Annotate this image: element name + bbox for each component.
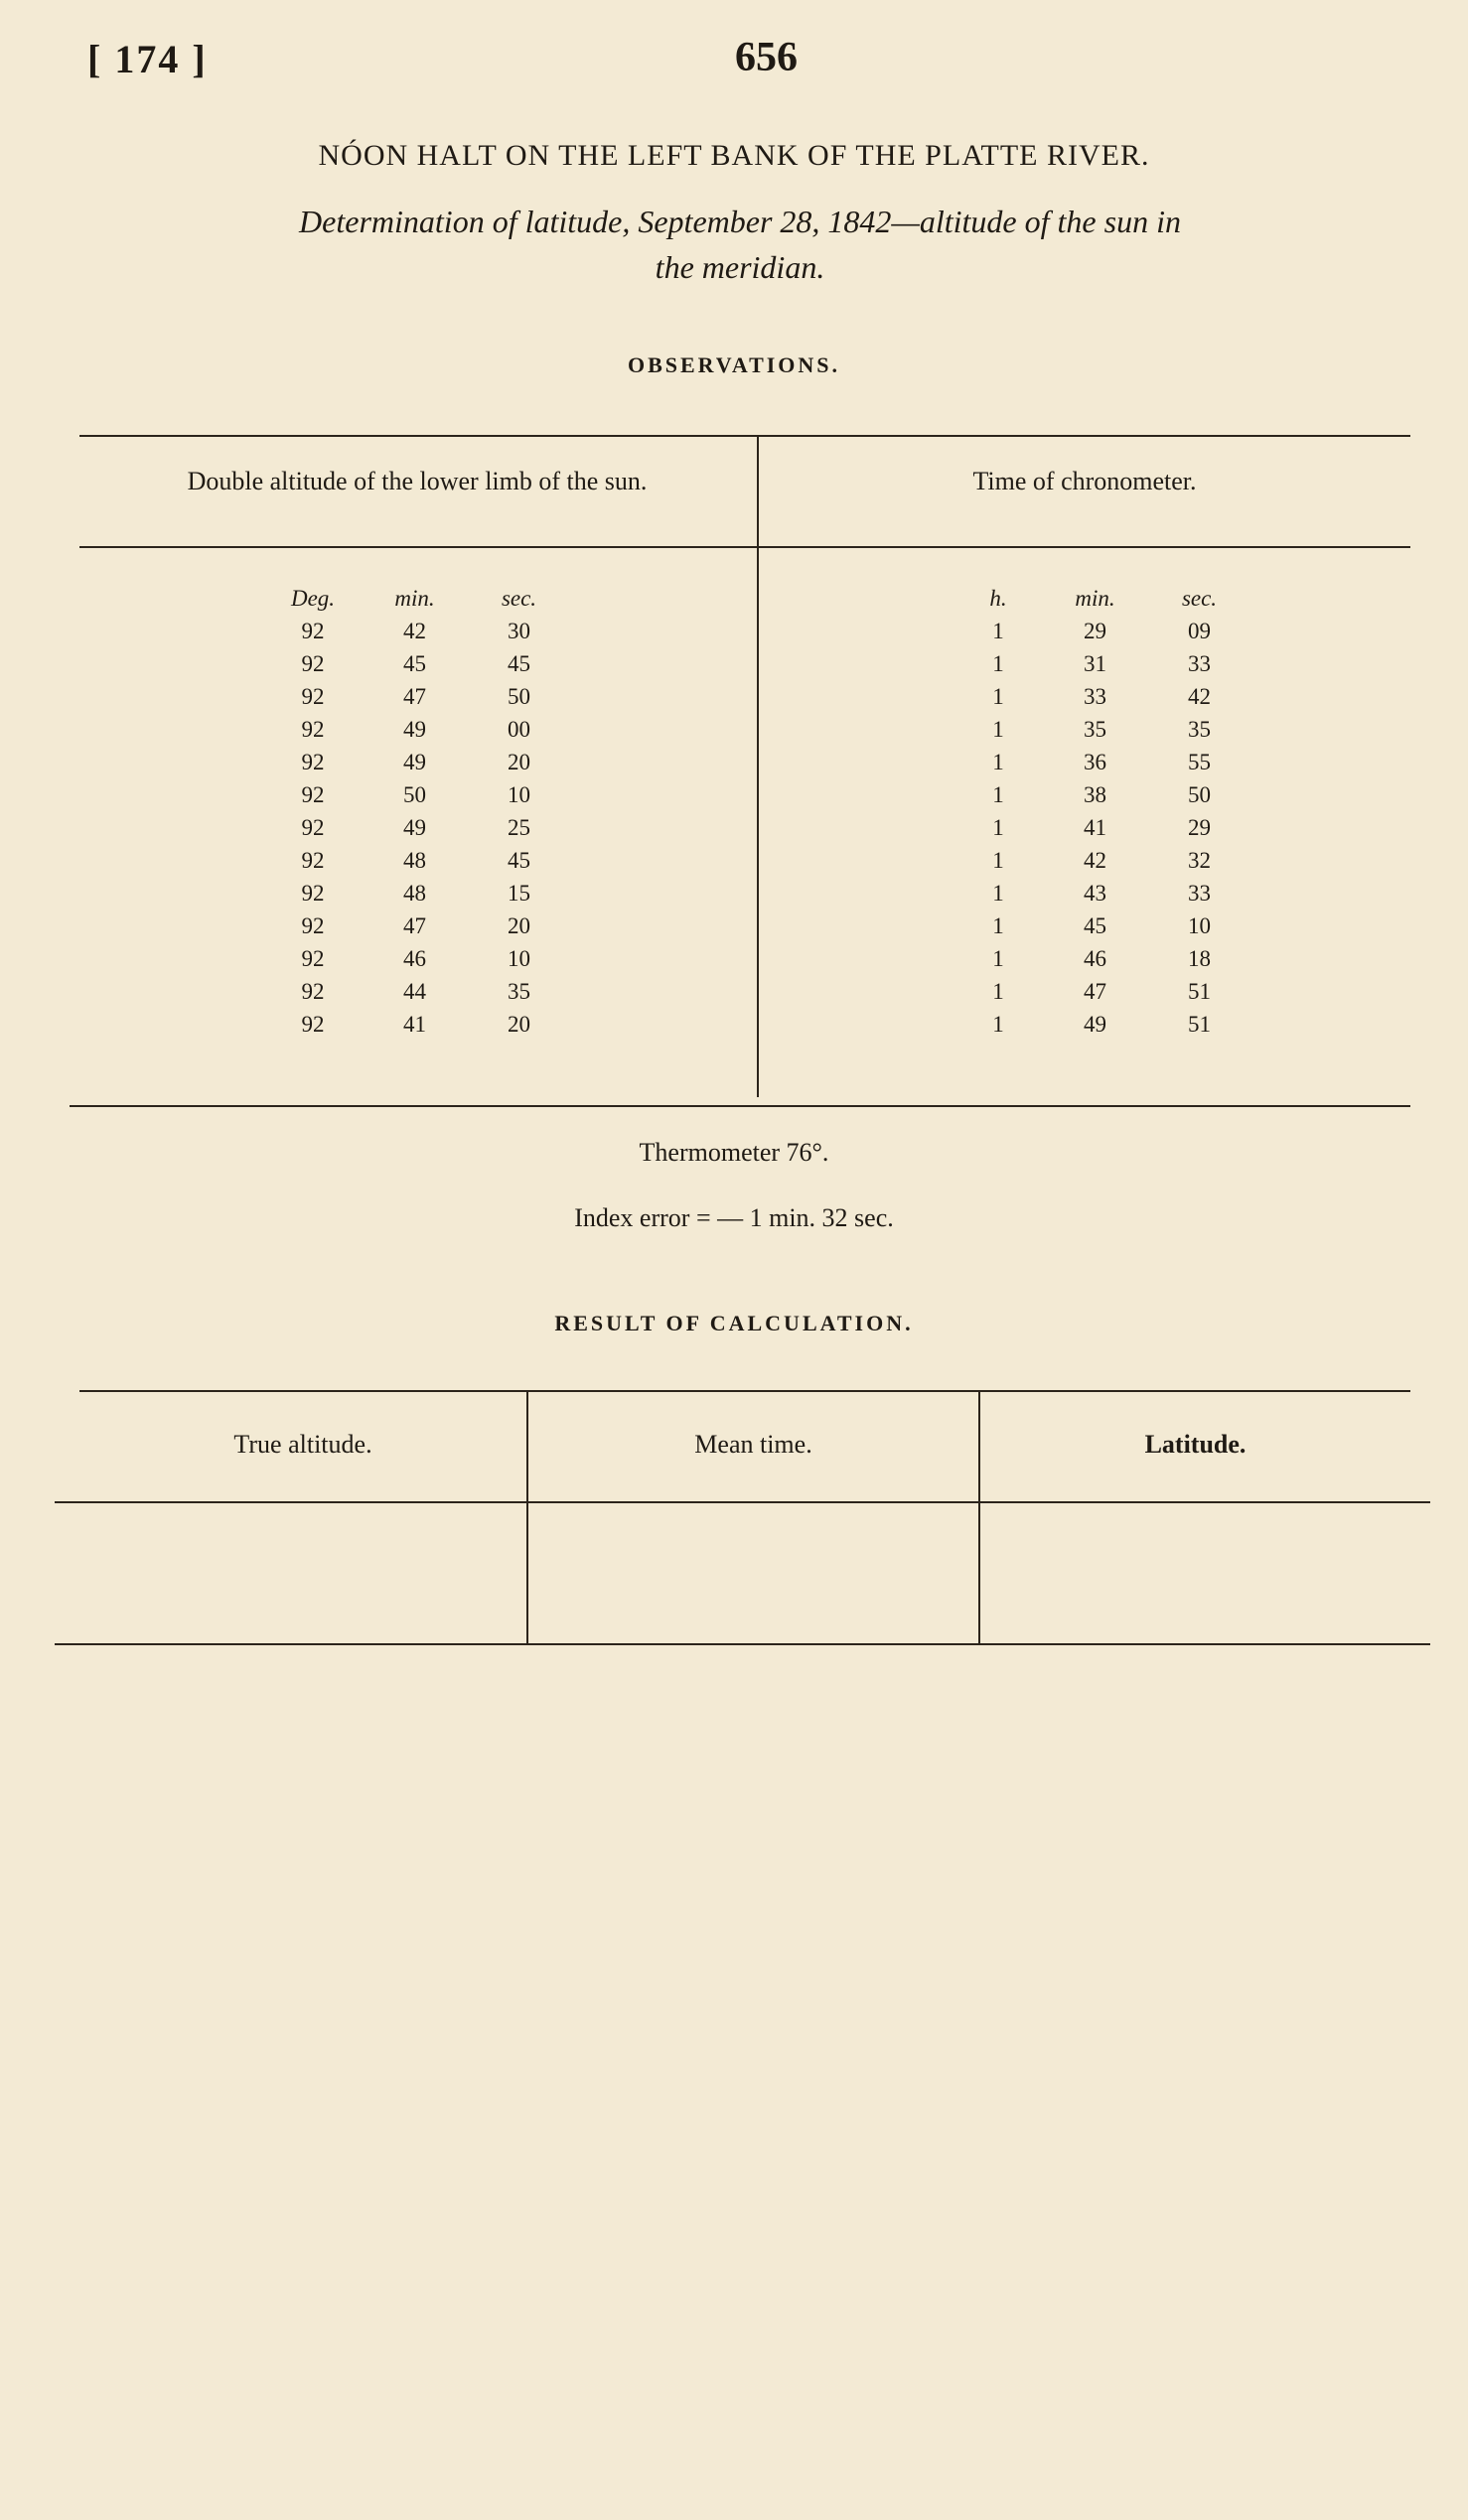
- unit-min: min.: [394, 585, 435, 611]
- altitude-column-header: Double altitude of the lower limb of the sun.: [187, 467, 648, 495]
- time-sec-cell: 50: [1188, 781, 1211, 807]
- altitude-deg-cell: 92: [301, 814, 325, 840]
- time-sec-cell: 42: [1188, 683, 1211, 709]
- page-subtitle: [50, 199, 1430, 290]
- table-row: [954, 778, 1251, 811]
- time-sec-cell: 33: [1188, 880, 1211, 906]
- table-row: [954, 811, 1251, 844]
- table-row: [954, 713, 1251, 746]
- unit-sec: sec.: [1181, 585, 1218, 611]
- time-h-cell: 1: [992, 1011, 1004, 1037]
- altitude-deg-cell: 92: [301, 716, 325, 742]
- table-row: [954, 1008, 1251, 1041]
- time-h-cell: 1: [992, 847, 1004, 873]
- altitude-min-cell: 41: [403, 1011, 426, 1037]
- time-min-cell: 36: [1084, 749, 1106, 774]
- thermometer-note: Thermometer 76°.: [639, 1138, 829, 1167]
- result-top-rule: [79, 1390, 1410, 1392]
- table-row: [263, 746, 571, 778]
- table-row: [263, 844, 571, 877]
- altitude-sec-cell: 45: [508, 650, 530, 676]
- altitude-min-cell: 49: [403, 716, 426, 742]
- altitude-deg-cell: 92: [301, 618, 325, 643]
- table-row: [263, 778, 571, 811]
- table-row: [263, 811, 571, 844]
- chronometer-table: [954, 582, 1251, 1041]
- result-header-rule: [55, 1501, 1430, 1503]
- time-min-cell: 47: [1084, 978, 1106, 1004]
- altitude-deg-cell: 92: [301, 945, 325, 971]
- altitude-deg-cell: 92: [301, 880, 325, 906]
- subtitle-line-1: Determination of latitude, September 28, 1842—altitude of the sun in: [299, 204, 1181, 239]
- altitude-table: [263, 582, 571, 1041]
- time-h-cell: 1: [992, 650, 1004, 676]
- time-h-cell: 1: [992, 749, 1004, 774]
- mean-time-header: Mean time.: [694, 1430, 812, 1459]
- table-row: [954, 942, 1251, 975]
- time-min-cell: 41: [1084, 814, 1106, 840]
- altitude-min-cell: 42: [403, 618, 426, 643]
- subtitle-line-2: the meridian.: [655, 249, 825, 285]
- true-altitude-header: True altitude.: [233, 1430, 372, 1459]
- time-h-cell: 1: [992, 683, 1004, 709]
- time-h-cell: 1: [992, 880, 1004, 906]
- table-row: [954, 910, 1251, 942]
- observations-heading: OBSERVATIONS.: [627, 352, 841, 377]
- time-sec-cell: 29: [1188, 814, 1211, 840]
- altitude-sec-cell: 25: [508, 814, 530, 840]
- altitude-deg-cell: 92: [301, 978, 325, 1004]
- altitude-sec-cell: 10: [508, 945, 530, 971]
- latitude-header: Latitude.: [1144, 1430, 1247, 1459]
- page-title: NÓON HALT ON THE LEFT BANK OF THE PLATTE RIVER.: [318, 139, 1150, 172]
- altitude-deg-cell: 92: [301, 912, 325, 938]
- table-row: [263, 942, 571, 975]
- altitude-min-cell: 49: [403, 814, 426, 840]
- time-min-cell: 49: [1084, 1011, 1106, 1037]
- unit-h: h.: [989, 585, 1007, 611]
- time-min-cell: 45: [1084, 912, 1106, 938]
- time-sec-cell: 32: [1188, 847, 1211, 873]
- table-row: [263, 647, 571, 680]
- altitude-deg-cell: 92: [301, 683, 325, 709]
- page-number: 656: [735, 35, 798, 80]
- time-h-cell: 1: [992, 618, 1004, 643]
- table-row: [263, 615, 571, 647]
- table-row: [263, 680, 571, 713]
- time-h-cell: 1: [992, 912, 1004, 938]
- time-h-cell: 1: [992, 978, 1004, 1004]
- table-row: [263, 910, 571, 942]
- altitude-min-cell: 50: [403, 781, 426, 807]
- table-row: [263, 1008, 571, 1041]
- unit-deg: Deg.: [290, 585, 336, 611]
- time-min-cell: 42: [1084, 847, 1106, 873]
- chronometer-column-header: Time of chronometer.: [972, 467, 1197, 495]
- time-sec-cell: 09: [1188, 618, 1211, 643]
- table-row: [954, 680, 1251, 713]
- unit-min: min.: [1075, 585, 1115, 611]
- obs-top-rule: [79, 435, 1410, 437]
- table-row: [954, 746, 1251, 778]
- altitude-sec-cell: 35: [508, 978, 530, 1004]
- table-row: [263, 975, 571, 1008]
- time-h-cell: 1: [992, 945, 1004, 971]
- time-sec-cell: 33: [1188, 650, 1211, 676]
- bracketed-page-ref: [ 174 ]: [87, 37, 208, 81]
- altitude-min-cell: 48: [403, 880, 426, 906]
- table-row: [954, 877, 1251, 910]
- unit-sec: sec.: [501, 585, 537, 611]
- time-sec-cell: 18: [1188, 945, 1211, 971]
- table-row: [263, 713, 571, 746]
- time-min-cell: 33: [1084, 683, 1106, 709]
- table-row: [954, 615, 1251, 647]
- time-min-cell: 46: [1084, 945, 1106, 971]
- time-min-cell: 31: [1084, 650, 1106, 676]
- time-sec-cell: 55: [1188, 749, 1211, 774]
- time-h-cell: 1: [992, 814, 1004, 840]
- altitude-sec-cell: 20: [508, 749, 530, 774]
- table-row: [263, 877, 571, 910]
- time-sec-cell: 35: [1188, 716, 1211, 742]
- altitude-min-cell: 48: [403, 847, 426, 873]
- altitude-min-cell: 47: [403, 912, 426, 938]
- table-row: [954, 975, 1251, 1008]
- time-sec-cell: 51: [1188, 978, 1211, 1004]
- time-units-row: [954, 582, 1251, 615]
- time-sec-cell: 10: [1188, 912, 1211, 938]
- table-row: [954, 844, 1251, 877]
- time-min-cell: 29: [1084, 618, 1106, 643]
- obs-bottom-rule: [70, 1105, 1410, 1107]
- altitude-deg-cell: 92: [301, 749, 325, 774]
- altitude-deg-cell: 92: [301, 1011, 325, 1037]
- result-bottom-rule: [55, 1643, 1430, 1645]
- index-error-note: Index error = — 1 min. 32 sec.: [574, 1203, 894, 1232]
- altitude-min-cell: 45: [403, 650, 426, 676]
- altitude-min-cell: 47: [403, 683, 426, 709]
- altitude-deg-cell: 92: [301, 847, 325, 873]
- time-sec-cell: 51: [1188, 1011, 1211, 1037]
- altitude-sec-cell: 10: [508, 781, 530, 807]
- altitude-min-cell: 49: [403, 749, 426, 774]
- altitude-sec-cell: 20: [508, 912, 530, 938]
- obs-column-divider: [757, 435, 759, 1097]
- altitude-sec-cell: 00: [508, 716, 530, 742]
- time-h-cell: 1: [992, 781, 1004, 807]
- time-min-cell: 35: [1084, 716, 1106, 742]
- obs-header-rule: [79, 546, 1410, 548]
- time-min-cell: 38: [1084, 781, 1106, 807]
- result-heading: RESULT OF CALCULATION.: [554, 1311, 914, 1335]
- altitude-sec-cell: 30: [508, 618, 530, 643]
- altitude-sec-cell: 50: [508, 683, 530, 709]
- time-min-cell: 43: [1084, 880, 1106, 906]
- altitude-units-row: [263, 582, 571, 615]
- table-row: [954, 647, 1251, 680]
- altitude-deg-cell: 92: [301, 781, 325, 807]
- result-divider-1: [526, 1390, 528, 1643]
- altitude-sec-cell: 15: [508, 880, 530, 906]
- altitude-min-cell: 46: [403, 945, 426, 971]
- time-h-cell: 1: [992, 716, 1004, 742]
- altitude-sec-cell: 20: [508, 1011, 530, 1037]
- altitude-sec-cell: 45: [508, 847, 530, 873]
- altitude-min-cell: 44: [403, 978, 426, 1004]
- altitude-deg-cell: 92: [301, 650, 325, 676]
- result-divider-2: [978, 1390, 980, 1643]
